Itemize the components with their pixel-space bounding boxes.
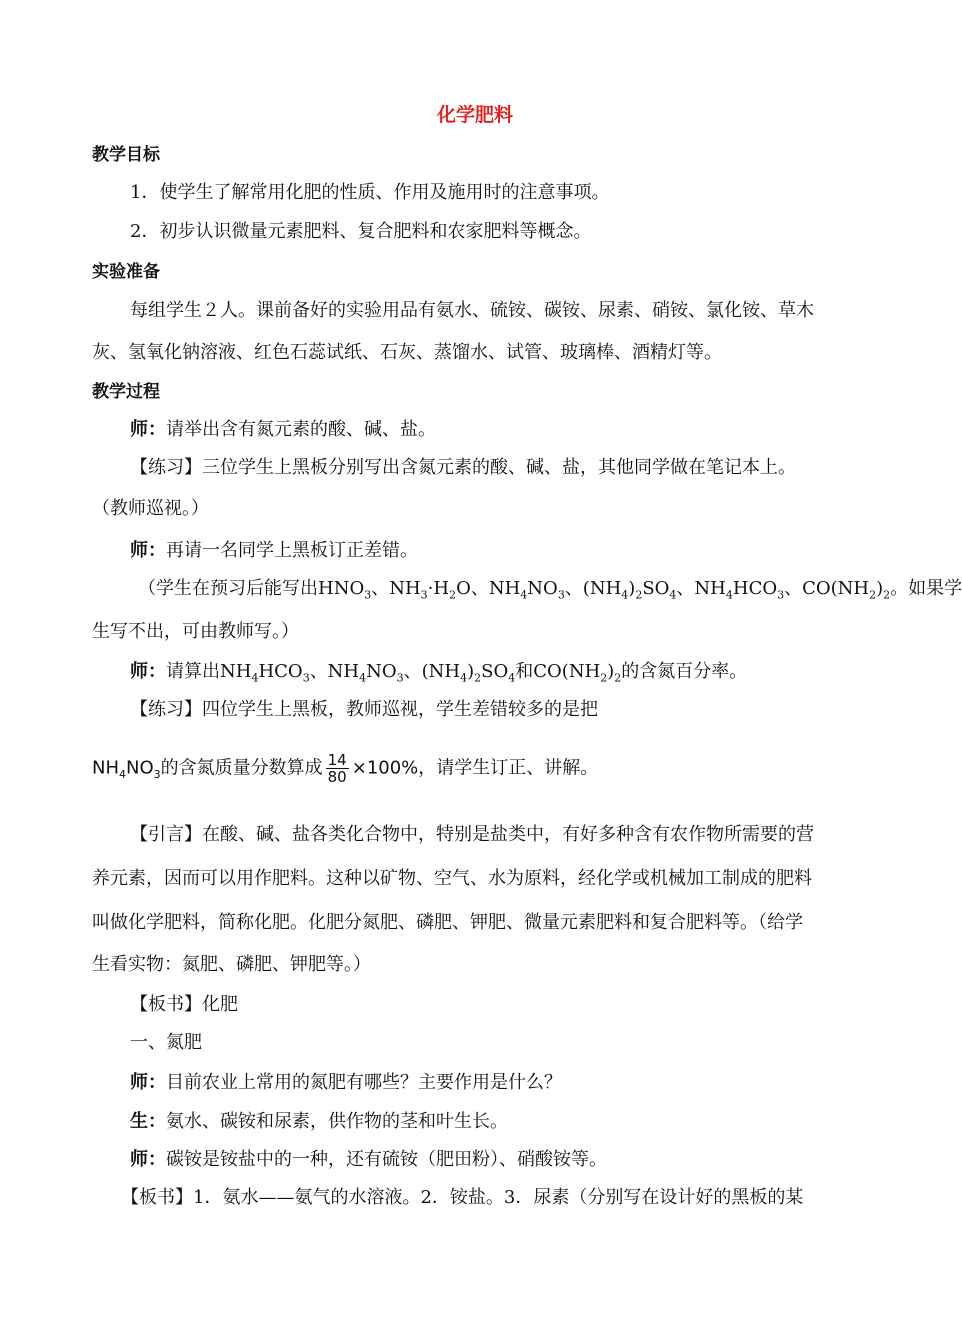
speaker-label: 师： <box>130 1149 166 1170</box>
prep-line-1: 每组学生２人。课前备好的实验用品有氨水、硫铵、碳铵、尿素、硝铵、氯化铵、草木 <box>130 300 814 321</box>
heading-experiment-prep: 实验准备 <box>92 262 160 282</box>
formula-line: $NH_4NO_3$的含氮质量分数算成 $\frac{14}{80}$ ×100%，请学生订正、讲解。 <box>92 751 599 786</box>
fraction: $\frac{14}{80}$ <box>327 751 347 786</box>
intro-line-2: 养元素，因而可以用作肥料。这种以矿物、空气、水为原料，经化学或机械加工制成的肥料 <box>92 868 812 889</box>
paragraph-text: 碳铵是铵盐中的一种，还有硫铵（肥田粉）、硝酸铵等。 <box>166 1149 607 1170</box>
paragraph-student-1 <box>130 1107 508 1133</box>
board-note-nitrogen-types: 【板书】1．氨水——氨气的水溶液。2．铵盐。3．尿素（分别写在设计好的黑板的某 <box>121 1187 804 1208</box>
paragraph-teacher-4 <box>130 1068 562 1094</box>
goal-1: 1．使学生了解常用化肥的性质、作用及施用时的注意事项。 <box>130 182 610 203</box>
intro-line-3: 叫做化学肥料，简称化肥。化肥分氮肥、磷肥、钾肥、微量元素肥料和复合肥料等。（给学 <box>92 912 803 933</box>
exercise-1-line-2: （教师巡视。） <box>92 498 209 519</box>
goal-2: 2．初步认识微量元素肥料、复合肥料和农家肥料等概念。 <box>130 221 592 242</box>
speaker-label: 师： <box>130 540 166 561</box>
intro-line-1: 【引言】在酸、碱、盐各类化合物中，特别是盐类中，有好多种含有农作物所需要的营 <box>130 824 814 845</box>
paragraph-text: 再请一名同学上黑板订正差错。 <box>166 540 418 561</box>
paragraph-text: 请举出含有氮元素的酸、碱、盐。 <box>166 419 436 440</box>
paragraph-text: 目前农业上常用的氮肥有哪些？主要作用是什么？ <box>166 1072 562 1093</box>
paragraph-teacher-5 <box>130 1145 607 1171</box>
paragraph-text: 氨水、碳铵和尿素，供作物的茎和叶生长。 <box>166 1111 508 1132</box>
subheading-nitrogen-fertilizer: 一、氮肥 <box>130 1032 202 1053</box>
paragraph-teacher-2 <box>130 536 418 562</box>
heading-teaching-process: 教学过程 <box>92 382 160 402</box>
speaker-label: 师： <box>130 661 166 682</box>
paragraph-teacher-1 <box>130 415 436 441</box>
document-title: 化学肥料 <box>436 104 513 126</box>
speaker-label: 生： <box>130 1111 166 1132</box>
intro-line-4: 生看实物：氮肥、磷肥、钾肥等。） <box>92 954 371 975</box>
exercise-2: 【练习】四位学生上黑板，教师巡视，学生差错较多的是把 <box>130 699 598 720</box>
prep-line-2: 灰、氢氧化钠溶液、红色石蕊试纸、石灰、蒸馏水、试管、玻璃棒、酒精灯等。 <box>92 342 722 363</box>
paragraph-teacher-3: 师：请算出$NH_4HCO_3$、$NH_4NO_3$、$(NH_4)_2SO_4$和$CO(NH_2)_2$的含氮百分率。 <box>130 661 748 685</box>
board-note-fertilizer: 【板书】化肥 <box>130 994 238 1015</box>
student-formulas-line-2: 生写不出，可由教师写。） <box>92 621 299 642</box>
exercise-1-line-1: 【练习】三位学生上黑板分别写出含氮元素的酸、碱、盐，其他同学做在笔记本上。 <box>130 457 796 478</box>
speaker-label: 师： <box>130 1072 166 1093</box>
heading-teaching-goals: 教学目标 <box>92 145 160 165</box>
student-formulas-line-1: （学生在预习后能写出$HNO_3$、$NH_3\cdot H_2O$、$NH_4NO_3$、$(NH_4)_2SO_4$、$NH_4HCO_3$、$CO(NH_2)_2$。如果学 <box>138 578 962 602</box>
speaker-label: 师： <box>130 419 166 440</box>
